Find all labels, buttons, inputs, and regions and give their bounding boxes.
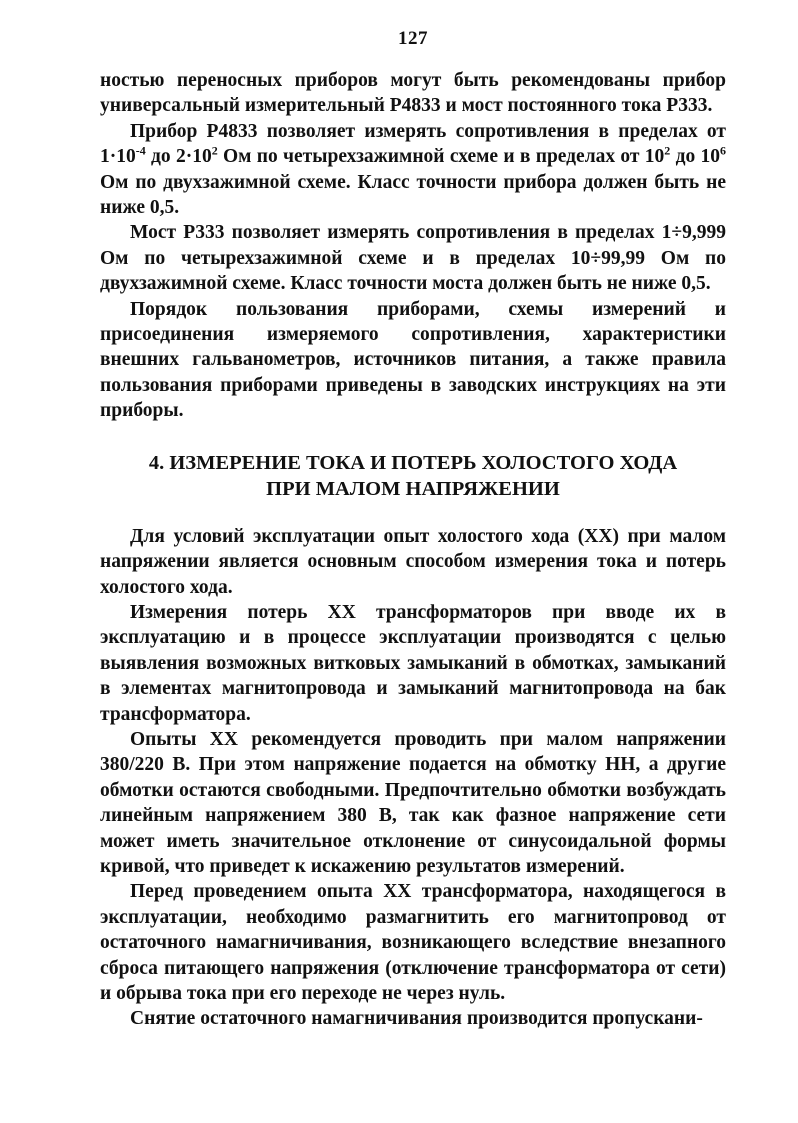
section-paragraph: Снятие остаточного намагничивания производится пропускани- [130,1008,703,1030]
section-paragraph: Опыты XX рекомендуется проводить при малом напряжении 380/220 В. При этом напряжение подается на обмотку НН, а другие обмотки остаются свободными. Предпочтительно обмотки возбуждать линейным напряжением 380 В, так как фазное напряжение сети может иметь значительное отклонение от синусоидальной формы кривой, что приведет к искажению результатов измерений. [100,728,726,877]
p4833-exp-2: 2 [211,143,218,158]
paragraph-continuation: ностью переносных приборов могут быть рекомендованы прибор универсальный измерительный Р4833 и мост постоянного тока Р333. [100,70,726,117]
paragraph-p4833 [100,119,726,221]
p4833-text-1: Прибор Р4833 позволяет измерять сопротивления в пределах от 1·10 [100,120,726,168]
p4833-exp-3: 2 [664,143,671,158]
document-page [100,28,726,1032]
p4833-text-4: до 10 [670,146,720,168]
section-heading-line-2: ПРИ МАЛОМ НАПРЯЖЕНИИ [266,477,560,500]
section-heading [100,450,726,502]
p4833-text-5: Ом по двухзажимной схеме. Класс точности прибора должен быть не ниже 0,5. [100,171,726,219]
p4833-text-3: Ом по четырехзажимной схеме и в пределах от 10 [217,146,665,168]
p4833-text-2: до 2·10 [145,146,212,168]
section-paragraph: Для условий эксплуатации опыт холостого хода (XX) при малом напряжении является основным способом измерения тока и потерь холостого хода. [100,525,726,598]
paragraph-r333: Мост Р333 позволяет измерять сопротивления в пределах 1÷9,999 Ом по четырехзажимной схеме и в пределах 10÷99,99 Ом по двухзажимной схеме. Класс точности моста должен быть не ниже 0,5. [100,222,726,295]
page-number: 127 [398,28,428,49]
section-paragraph: Перед проведением опыта XX трансформатора, находящегося в эксплуатации, необходимо размагнитить его магнитопровод от остаточного намагничивания, возникающего вследствие внезапного сброса питающего напряжения (отключение трансформатора от сети) и обрыва тока при его переходе не через нуль. [100,881,726,1004]
p4833-exp-4: 6 [720,143,726,158]
p4833-exp-1: -4 [135,143,146,158]
section-paragraph: Измерения потерь XX трансформаторов при вводе их в эксплуатацию и в процессе эксплуатации производятся с целью выявления возможных витковых замыканий в обмотках, замыканий в элементах магнитопровода и замыканий магнитопровода на бак трансформатора. [100,601,726,725]
section-heading-line-1: 4. ИЗМЕРЕНИЕ ТОКА И ПОТЕРЬ ХОЛОСТОГО ХОДА [148,451,678,474]
paragraph-usage-order: Порядок пользования приборами, схемы измерений и присоединения измеряемого сопротивления, характеристики внешних гальванометров, источников питания, а также правила пользования приборами приведены в заводских инструкциях на эти приборы. [100,298,726,422]
